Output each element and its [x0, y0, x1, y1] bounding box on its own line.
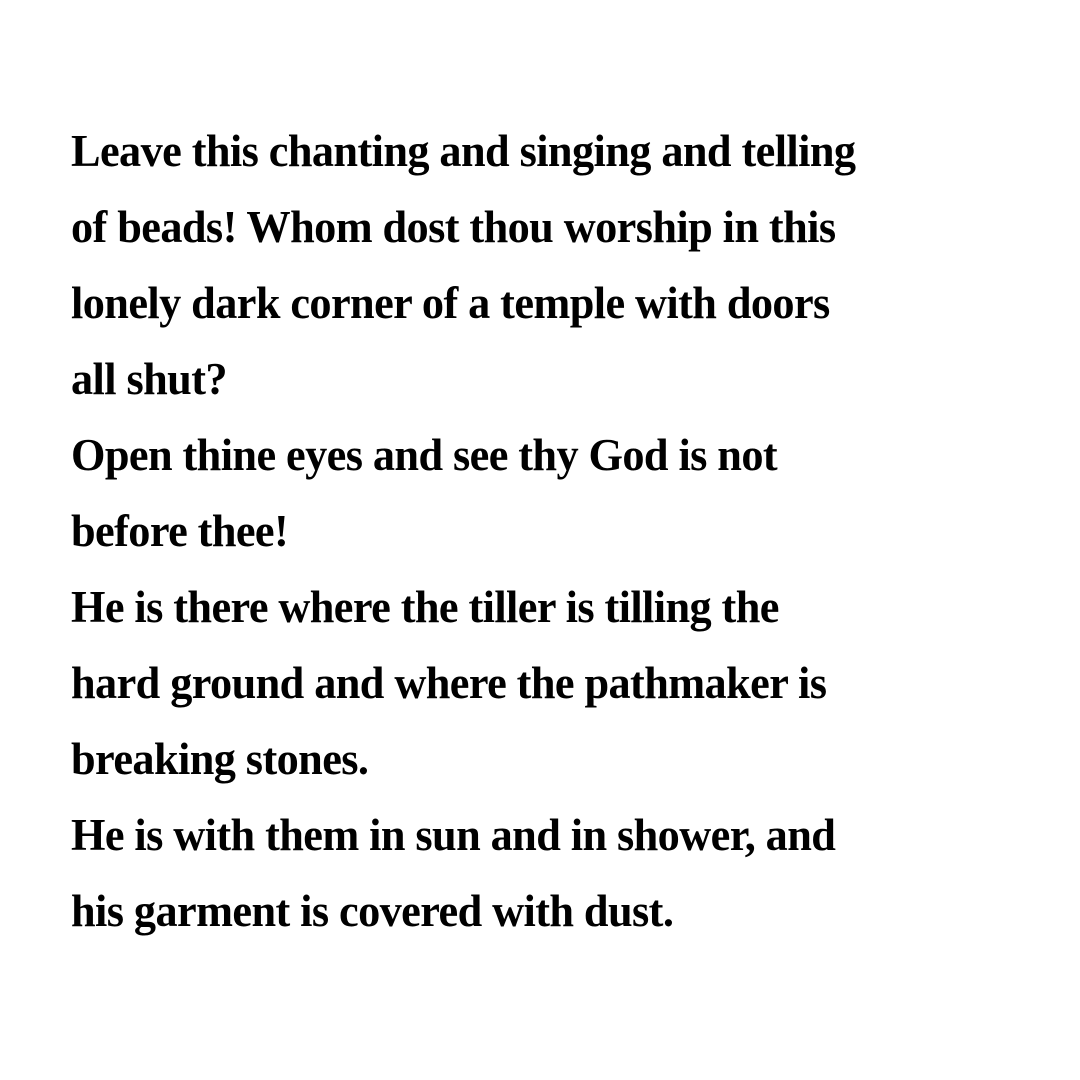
- text-line: He is there where the tiller is tilling the: [71, 582, 779, 632]
- stanza-3: [71, 569, 1031, 797]
- text-line: of beads! Whom dost thou worship in this: [71, 202, 836, 252]
- text-line: He is with them in sun and in shower, and: [71, 810, 836, 860]
- text-line: before thee!: [71, 506, 289, 556]
- stanza-2: [71, 417, 1031, 569]
- text-line: lonely dark corner of a temple with doors: [71, 278, 830, 328]
- text-line: Open thine eyes and see thy God is not: [71, 430, 778, 480]
- text-line: hard ground and where the pathmaker is: [71, 658, 827, 708]
- text-line: his garment is covered with dust.: [71, 886, 674, 936]
- text-line: Leave this chanting and singing and telling: [71, 126, 856, 176]
- text-line: all shut?: [71, 354, 227, 404]
- stanza-4: [71, 797, 1031, 949]
- text-line: breaking stones.: [71, 734, 369, 784]
- stanza-1: [71, 113, 1031, 417]
- poem-text: [71, 113, 1031, 949]
